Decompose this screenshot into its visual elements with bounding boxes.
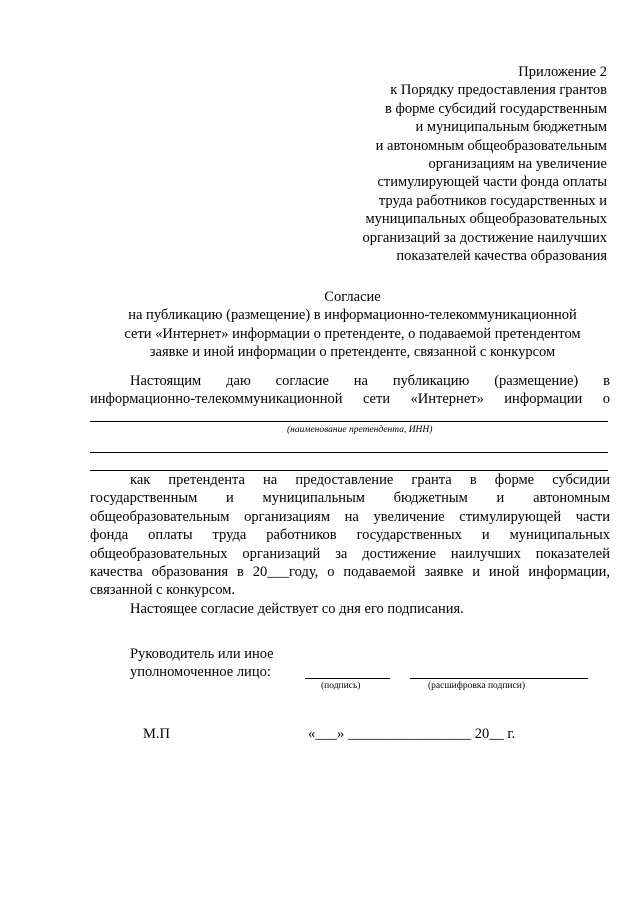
appendix-line: и муниципальным бюджетным: [415, 119, 607, 136]
title-line: сети «Интернет» информации о претенденте, о подаваемой претендентом: [124, 325, 581, 342]
intro-line: Настоящим даю согласие на публикацию (размещение) в: [130, 373, 610, 389]
body-line: государственным и муниципальным бюджетным и автономным: [90, 490, 610, 507]
signature-caption: (подпись): [321, 681, 361, 691]
appendix-line: организаций за достижение наилучших: [362, 229, 607, 246]
body-line: общеобразовательных организаций за достижение наилучших показателей: [90, 545, 610, 562]
appendix-line: к Порядку предоставления грантов: [390, 82, 607, 99]
title-line: заявке и иной информации о претенденте, связанной с конкурсом: [149, 344, 556, 361]
appendix-line: муниципальных общеобразовательных: [365, 211, 607, 228]
signatory-label-line: уполномоченное лицо:: [130, 664, 271, 681]
body-paragraph: [90, 471, 610, 618]
date-field: «___» _________________ 20__ г.: [308, 726, 516, 742]
document-title: [90, 288, 615, 362]
appendix-line: стимулирующей части фонда оплаты: [377, 174, 607, 191]
body-line: фонда оплаты труда работников государственных и муниципальных: [90, 527, 610, 544]
stamp-label: М.П: [143, 726, 170, 742]
body-line: как претендента на предоставление гранта в форме субсидии: [130, 472, 610, 488]
validity-statement: Настоящее согласие действует со дня его подписания.: [130, 600, 464, 617]
appendix-line: организациям на увеличение: [428, 156, 607, 173]
intro-line: информационно-телекоммуникационной сети «Интернет» информации о: [90, 391, 610, 408]
body-line: связанной с конкурсом.: [90, 582, 236, 599]
signatory-label: [130, 645, 274, 682]
signature-line: [305, 678, 390, 679]
body-line: качества образования в 20___году, о подаваемой заявке и иной информации,: [90, 564, 610, 581]
appendix-header: [307, 63, 607, 265]
appendix-line: показателей качества образования: [396, 248, 607, 265]
body-line: общеобразовательным организациям на увеличение стимулирующей части: [90, 508, 610, 525]
appendix-line: и автономным общеобразовательным: [375, 137, 607, 154]
applicant-name-line: [90, 452, 608, 453]
applicant-name-line: [90, 421, 608, 422]
signature-decode-caption: (расшифровка подписи): [428, 681, 525, 691]
title-heading: Согласие: [324, 289, 381, 305]
title-line: на публикацию (размещение) в информационно-телекоммуникационной: [128, 307, 577, 324]
intro-paragraph: [90, 372, 610, 409]
appendix-line: в форме субсидий государственным: [384, 100, 607, 117]
signatory-label-line: Руководитель или иное: [130, 646, 274, 662]
signature-decode-line: [410, 678, 588, 679]
appendix-line: труда работников государственных и: [378, 192, 607, 209]
applicant-caption: (наименование претендента, ИНН): [287, 425, 433, 435]
appendix-line: Приложение 2: [518, 64, 607, 80]
